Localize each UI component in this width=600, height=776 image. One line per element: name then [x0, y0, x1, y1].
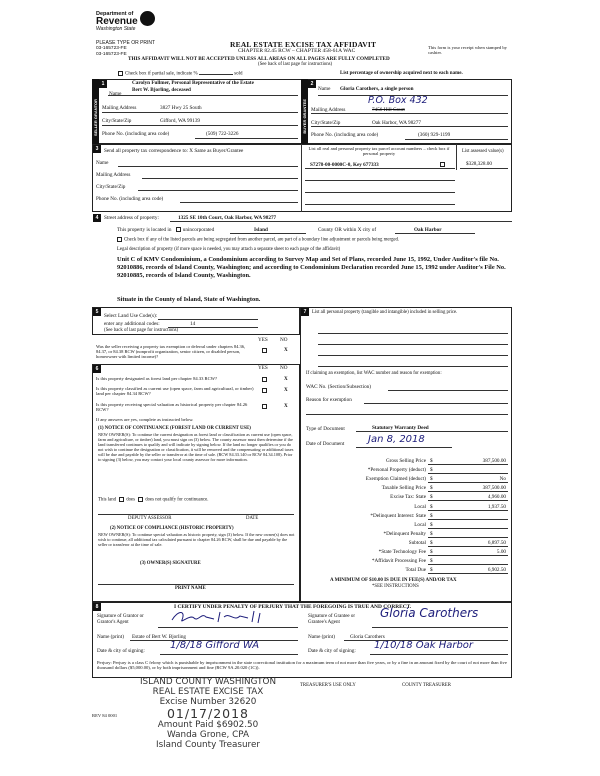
current-use-yes-checkbox[interactable] [262, 388, 267, 393]
tax-row-label: *Delinquent Interest: State [370, 512, 426, 519]
perjury-notice: Perjury: Perjury is a class C felony which is punishable by imprisonment in the state correctional institution for a maximum term of not more than five years, or by a fine in an amount fixed by the court of not more than five thousand dollars ($5,000.00), or by both imprisonment and fine (RCW 9A.20.020 (1C)). [97, 660, 507, 671]
grantor-print-label: Name (print) [97, 634, 124, 640]
mailing-label-3: Mailing Address [96, 172, 131, 178]
legal-description-label: Legal description of property (if more space is needed, you may attach a separate sheet to each page of the affidavit) [117, 247, 341, 252]
grantee-print-value: Gloria Carothers [350, 634, 385, 640]
seller-name-2: Bert W. Bjorling, deceased [132, 87, 191, 93]
unincorporated-label: unincorporated [182, 227, 215, 233]
current-use-no-x: X [284, 387, 288, 393]
does-not-label: does not qualify for continuance. [145, 497, 209, 503]
stamp-line-7: Island County Treasurer [155, 740, 260, 750]
buyer-city-value: Oak Harbor, WA 98277 [372, 120, 421, 126]
county-or-city: County OR within X city of [318, 227, 377, 233]
legal-description: Unit C of KMV Condominium, a Condominium according to Survey Map and Set of Plans, recorded June 15, 1992, Under Auditor's file No. 92010886, records of Island County, Washington; and according to Condominium Declaration recorded June 15, 1992 under Auditor's File No. 92010885, records of Island County, Washington. [117, 256, 506, 279]
tax-row-value: 4,960.00 [487, 494, 506, 501]
tax-row-line [428, 528, 508, 529]
tax-row-currency: $ [430, 549, 433, 555]
buyer-name-label: Name [318, 86, 331, 92]
tax-row-value: 5.00 [496, 549, 506, 555]
grantee-date-handwritten: 1/10/18 Oak Harbor [374, 640, 474, 651]
buyer-phone-value: (360) 929-1199 [418, 132, 451, 138]
tax-row-value: 387,500.00 [482, 458, 506, 464]
tax-row-line [428, 500, 508, 501]
tax-row-value: 1,937.50 [487, 503, 506, 510]
tax-row-line [428, 564, 508, 565]
doc-type-value: Statutory Warranty Deed [372, 425, 429, 431]
form-title: REAL ESTATE EXCISE TAX AFFIDAVIT [230, 40, 377, 49]
city-label-3: City/State/Zip [96, 184, 126, 190]
parcel-header: List all real and personal property tax parcel account numbers – check box if personal property [308, 146, 450, 156]
wa-state: Washington State [96, 26, 136, 32]
does-checkbox[interactable] [119, 497, 124, 502]
current-use-question: Is this property classified as current use (open space, farm and agricultural, or timber) land per chapter 84.34 RCW? [96, 386, 254, 397]
this-land-label: This land [98, 497, 116, 503]
treasurer-use-only: TREASURER'S USE ONLY [300, 683, 356, 688]
partial-sale-checkbox[interactable] [118, 71, 123, 76]
phone-label-3: Phone No. (including area code) [96, 196, 164, 202]
does-not-checkbox[interactable] [138, 497, 143, 502]
partial-sale-row [118, 71, 242, 77]
tax-row-currency: $ [430, 494, 433, 501]
seller-name-label: Name [109, 91, 122, 97]
tax-row-currency: $ [430, 485, 433, 492]
receipt-note: This form is your receipt when stamped by cashier. [428, 45, 507, 56]
tax-row-label: Local [414, 503, 426, 510]
land-use-label: Select Land Use Code(s): [104, 313, 158, 319]
sold-label: sold [234, 71, 243, 77]
situate-line: Situate in the County of Island, State of Washington. [117, 296, 261, 303]
grantee-sig-label: Signature of Grantee or Grantee's Agent [308, 614, 356, 625]
deputy-assessor-label: DEPUTY ASSESSOR [128, 516, 172, 521]
street-address: 1325 SE 10th Court, Oak Harbor, WA 98277 [178, 215, 277, 221]
segregated-label: Check box if any of the listed parcels are being segregated from another parcel, are part of a boundary line adjustment or parcels being merged. [124, 237, 400, 243]
tax-row-label: Subtotal [408, 539, 426, 546]
tax-row-line [428, 546, 508, 547]
seller-side-label: SELLER GRANTOR [92, 79, 99, 144]
grantor-date-label: Date & city of signing: [97, 648, 145, 654]
unincorporated-checkbox[interactable] [176, 227, 181, 232]
street-label: Street address of property: [104, 215, 159, 221]
tax-row-value: 6,897.50 [487, 539, 506, 546]
revenue-wordmark: Revenue [96, 16, 138, 27]
section2-number: 2 [308, 80, 316, 88]
additional-codes-value: 14 [190, 321, 196, 327]
section5-number: 5 [93, 308, 101, 316]
continuance-title: (1) NOTICE OF CONTINUANCE (FOREST LAND OR CURRENT USE) [98, 426, 251, 431]
tax-row-label: *Personal Property (deduct) [367, 467, 426, 474]
doc-date-label: Date of Document [306, 441, 345, 447]
additional-codes-label: enter any additional codes: [104, 321, 160, 327]
forest-yes-checkbox[interactable] [262, 377, 267, 382]
grantee-date-label: Date & city of signing: [308, 648, 356, 654]
reason-label: Reason for exemption [306, 397, 352, 403]
located-label: This property is located in [117, 227, 172, 233]
tax-row-label: Local [414, 521, 426, 528]
city-value: Oak Harbor [414, 227, 442, 233]
grantor-date-handwritten: 1/8/18 Gifford WA [170, 640, 260, 651]
wac-label: WAC No. (Section/Subsection) [306, 384, 371, 390]
tax-row-currency: $ [430, 567, 433, 574]
seller-mailing-label: Mailing Address [102, 105, 137, 111]
grantee-signature-handwritten: Gloria Carothers [380, 606, 479, 620]
logo-emblem-icon [140, 11, 155, 26]
partial-sale-label: Check box if partial sale, indicate % [125, 71, 198, 77]
historic-yes-checkbox[interactable] [262, 404, 267, 409]
assessed-header: List assessed value(s) [462, 149, 504, 154]
seller-mailing-value: 3827 Hwy 25 South [160, 105, 202, 111]
claim-exemption-label: If claiming an exemption, list WAC number and reason for exemption: [306, 371, 442, 376]
stamp-line-5: Amount Paid $6902.50 [157, 720, 259, 730]
section3-number: 3 [93, 145, 101, 153]
tax-row-label: *Affidavit Processing Fee [371, 558, 426, 565]
minimum-due-note: A MINIMUM OF $10.00 IS DUE IN FEE(S) AND/OR TAX [330, 578, 457, 583]
buyer-side-label: BUYER GRANTEE [301, 79, 308, 144]
tax-row-line [428, 491, 508, 492]
personal-property-label: List all personal property (tangible and intangible) included in selling price. [312, 310, 458, 315]
tax-row-currency: $ [430, 558, 433, 565]
print-name-label: PRINT NAME [175, 586, 206, 591]
certify-statement: I CERTIFY UNDER PENALTY OF PERJURY THAT THE FOREGOING IS TRUE AND CORRECT. [174, 604, 412, 610]
buyer-mailing-label: Mailing Address [311, 107, 346, 113]
assessed-value: $328,328.00 [466, 161, 492, 167]
section1-number: 1 [99, 80, 107, 88]
seller-phone-value: (509) 722-3226 [206, 131, 239, 137]
date-label-6: DATE [246, 516, 259, 521]
section8-number: 8 [93, 603, 101, 611]
personal-property-checkbox[interactable] [440, 162, 445, 167]
exemption-yes-checkbox[interactable] [262, 348, 267, 353]
stamp-line-4: 01/17/2018 [166, 706, 250, 721]
buyer-mailing-struck: 7456 Hill Court [372, 107, 405, 113]
tax-row-currency: $ [430, 458, 433, 464]
tax-row-line [428, 464, 508, 465]
form-code-2: 03-165723-FE [96, 52, 127, 57]
yes-head-6: YES [258, 365, 268, 371]
tax-row-currency: $ [430, 530, 433, 537]
does-label: does [126, 497, 135, 503]
tax-row-currency: $ [430, 476, 433, 483]
section3-title: Send all property tax correspondence to: X Same as Buyer/Grantee [104, 148, 244, 154]
dor-logo [96, 11, 158, 39]
tax-row-value: No [499, 476, 506, 483]
tax-row-line [428, 510, 508, 511]
tax-row-value: 387,500.00 [482, 485, 506, 492]
parcel-number: S7278-00-0000C-0, Key 677333 [310, 162, 379, 168]
form-code-1: 03-165723-FE [96, 46, 127, 51]
buyer-city-label: City/State/Zip [311, 120, 341, 126]
land-use-see-back: (See back of last page for instructions) [104, 328, 179, 333]
seller-city-label: City/State/Zip [102, 118, 132, 124]
segregated-checkbox[interactable] [117, 237, 122, 242]
buyer-phone-label: Phone No. (including area code) [311, 132, 379, 138]
section6-number: 6 [93, 365, 101, 373]
tax-row-currency: $ [430, 512, 433, 519]
grantor-sig-label: Signature of Grantor or Grantor's Agent [97, 614, 144, 625]
grantee-print-label: Name (print) [308, 634, 335, 640]
see-back-note: (See back of last page for instructions) [258, 62, 333, 67]
seller-name-1: Carolyn Fullmer, Personal Representative of the Estate [132, 80, 254, 86]
forest-question: Is this property designated as forest land per chapter 84.33 RCW? [96, 376, 218, 381]
form-chapter: CHAPTER 82.45 RCW – CHAPTER 458-61A WAC [238, 48, 356, 54]
continuance-text: NEW OWNER(S): To continue the current designation as forest land or classification as current use (open space, farm and agriculture, or timber) land, you must sign on (3) below. The county assessor must then determine if the land transferred continues to qualify and will indicate by signing below. If the land no longer qualifies or you do not wish to continue the designation or classification, it will be removed and the compensating or additional taxes will be due and payable by the seller or transferor at the time of sale. (RCW 84.33.140 or RCW 84.34.108). Prior to signing (3) below, you may contact your local county assessor for more information. [98, 432, 294, 463]
grantor-print-value: Estate of Bert W. Bjorling [132, 634, 187, 640]
segregated-row [117, 237, 399, 243]
forest-no-x: X [284, 376, 288, 382]
section6-box [92, 364, 300, 602]
tax-row-line [428, 573, 508, 574]
see-instructions-note: *SEE INSTRUCTIONS [372, 584, 419, 589]
dept-of: Department of [96, 11, 134, 17]
tax-row-line [428, 519, 508, 520]
section7-number: 7 [301, 308, 309, 316]
exemption-no-x: X [284, 347, 288, 353]
located-row [117, 227, 214, 233]
no-head-6: NO [280, 365, 288, 371]
buyer-po-box-handwritten: P.O. Box 432 [368, 95, 428, 106]
rev-number: REV 84 0001 [92, 713, 118, 718]
tax-row-label: Total Due [405, 567, 426, 574]
historic-text: NEW OWNER(S): To continue special valuation as historic property, sign (3) below. If the new owner(s) does not wish to continue, all additional tax calculated pursuant to chapter 84.26 RCW, shall be due and payable by the seller or transferor at the time of sale. [98, 532, 295, 548]
owner-signature-label: (3) OWNER(S) SIGNATURE [140, 561, 201, 566]
exemption-question: Was the seller receiving a property tax exemption or deferral under chapters 84.36, 84.37, or 84.38 RCW (nonprofit organization, senior citizen, or disabled person, homeowner with limited income)? [96, 344, 246, 359]
treasurer-stamp [118, 677, 298, 750]
type-print-note: PLEASE TYPE OR PRINT [96, 40, 156, 46]
tax-row-line [428, 555, 508, 556]
tax-row-line [428, 473, 508, 474]
stamp-line-3: Excise Number 32620 [159, 697, 257, 707]
buyer-name-value: Gloria Carothers, a single person [340, 86, 414, 92]
tax-row-label: Exemption Claimed (deduct) [365, 476, 426, 483]
tax-row-label: Gross Selling Price [385, 458, 426, 464]
seller-city-value: Gifford, WA 99139 [160, 118, 201, 124]
land-qualify-row [98, 497, 208, 503]
tax-row-value: 6,902.50 [487, 567, 506, 574]
stamp-line-1: ISLAND COUNTY WASHINGTON [139, 677, 277, 687]
not-accepted-warning: THIS AFFIDAVIT WILL NOT BE ACCEPTED UNLESS ALL AREAS ON ALL PAGES ARE FULLY COMPLETED [128, 56, 390, 62]
doc-type-label: Type of Document [306, 426, 345, 432]
tax-row-currency: $ [430, 539, 433, 546]
seller-phone-label: Phone No. (including area code) [102, 131, 170, 137]
tax-row-currency: $ [430, 503, 433, 510]
historic-question: Is this property receiving special valuation as historical property per chapter 84.26 RCW? [96, 402, 248, 413]
doc-date-handwritten: Jan 8, 2018 [368, 434, 425, 445]
tax-row-label: Taxable Selling Price [381, 485, 426, 492]
section4-number: 4 [93, 214, 101, 222]
historic-title: (2) NOTICE OF COMPLIANCE (HISTORIC PROPERTY) [110, 526, 234, 531]
stamp-line-2: REAL ESTATE EXCISE TAX [152, 687, 264, 697]
historic-no-x: X [284, 403, 288, 409]
tax-row-line [428, 537, 508, 538]
county-treasurer-label: COUNTY TREASURER [402, 683, 451, 688]
no-head-5: NO [280, 337, 288, 343]
tax-row-label: *State Technology Fee [378, 549, 426, 555]
tax-row-currency: $ [430, 467, 433, 474]
tax-row-label: *Delinquent Penalty [383, 530, 426, 537]
tax-row-currency: $ [430, 521, 433, 528]
county-value: Island [254, 227, 268, 233]
yes-head-5: YES [258, 337, 268, 343]
ownership-note: List percentage of ownership acquired next to each name. [340, 71, 463, 76]
if-yes-note: If any answers are yes, complete as instructed below. [96, 417, 194, 422]
grantor-signature-handwritten [168, 608, 278, 626]
tax-row-label: Excise Tax: State [390, 494, 426, 501]
stamp-line-6: Wanda Grone, CPA [167, 730, 249, 740]
name-label-3: Name [96, 160, 109, 166]
tax-row-line [428, 482, 508, 483]
